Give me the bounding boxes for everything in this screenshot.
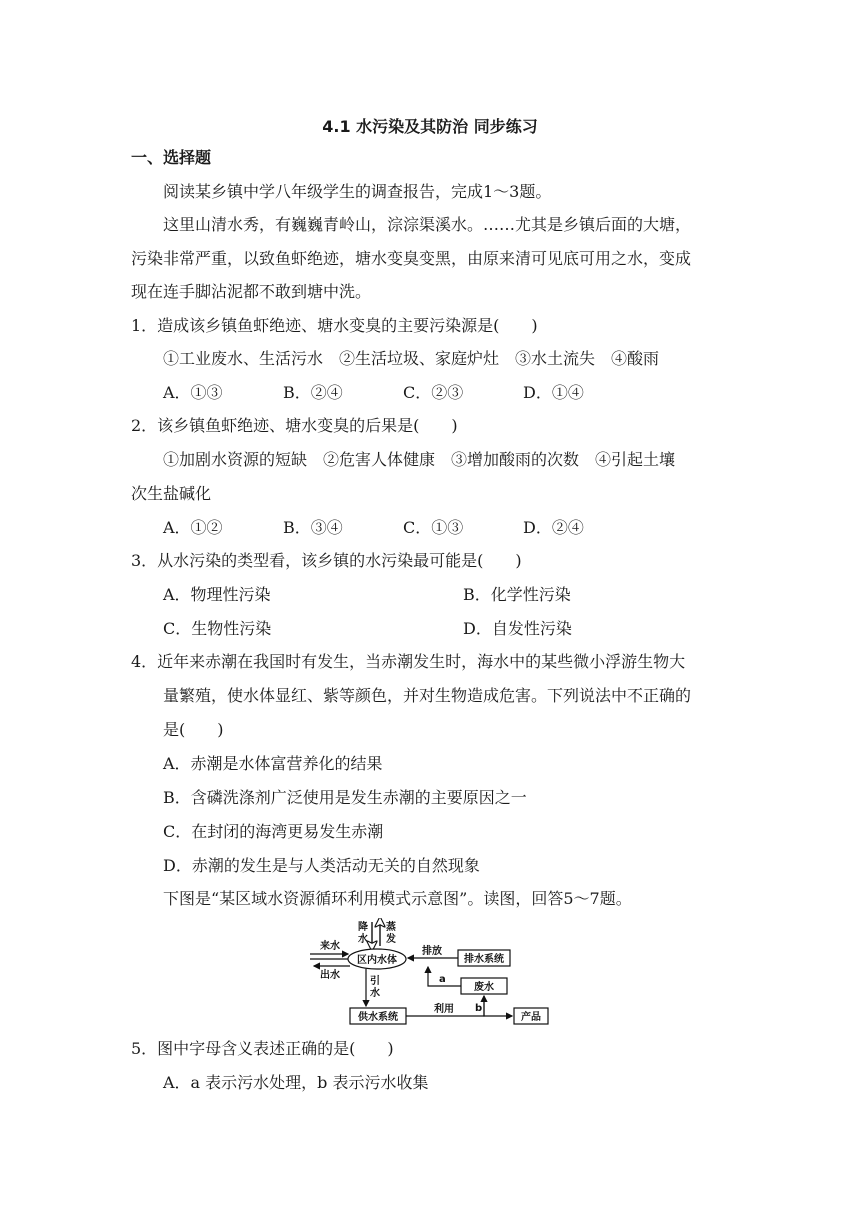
question-3-stem: 3．从水污染的类型看，该乡镇的水污染最可能是( ) [131,551,522,570]
discharge-label: 排放 [422,946,442,957]
drainage-system-label: 排水系统 [464,954,504,965]
question-4-option-b: B．含磷洗涤剂广泛使用是发生赤潮的主要原因之一 [163,788,527,807]
question-3-option-b: B．化学性污染 [463,585,571,604]
question-1-items: ①工业废水、生活污水 ②生活垃圾、家庭炉灶 ③水土流失 ④酸雨 [163,349,660,368]
page-title: 4.1 水污染及其防治 同步练习 [322,117,538,136]
question-4-stem-line-3: 是( ) [163,720,224,739]
wastewater-label: 废水 [474,982,494,993]
passage-line-2: 污染非常严重，以致鱼虾绝迹，塘水变臭变黑，由原来清可见底可用之水，变成 [131,249,692,268]
question-2-option-b: B．③④ [283,518,343,537]
water-supply-system-label: 供水系统 [358,1012,398,1023]
evaporation-label-2: 发 [386,934,396,945]
precipitation-label-2: 水 [358,934,368,945]
question-4-stem-line-2: 量繁殖，使水体显红、紫等颜色，并对生物造成危害。下列说法中不正确的 [163,686,692,705]
water-cycle-diagram [306,918,551,1026]
inflow-label: 来水 [320,941,340,952]
question-4-option-d: D．赤潮的发生是与人类活动无关的自然现象 [163,856,480,875]
path-a-label: a [439,974,446,985]
question-1-option-b: B．②④ [283,383,343,402]
question-2-option-a: A．①② [163,518,223,537]
outflow-label: 出水 [320,970,340,981]
question-5-option-a: A．a 表示污水处理，b 表示污水收集 [163,1073,429,1092]
diagram-intro: 下图是“某区域水资源循环利用模式示意图”。读图，回答5～7题。 [163,889,632,908]
passage-line-1: 这里山清水秀，有巍巍青岭山，淙淙渠溪水。……尤其是乡镇后面的大塘， [163,215,692,234]
question-3-option-c: C．生物性污染 [163,619,272,638]
question-2-option-c: C．①③ [403,518,464,537]
question-5-stem: 5．图中字母含义表述正确的是( ) [131,1039,394,1058]
regional-water-body-label: 区内水体 [357,955,397,966]
utilization-label: 利用 [434,1004,454,1015]
question-2-stem: 2．该乡镇鱼虾绝迹、塘水变臭的后果是( ) [131,416,458,435]
question-1-option-c: C．②③ [403,383,464,402]
passage-line-3: 现在连手脚沾泥都不敢到塘中洗。 [131,282,372,301]
section-heading: 一、选择题 [131,148,212,167]
question-2-items-line-2: 次生盐碱化 [131,484,212,503]
question-1-stem: 1．造成该乡镇鱼虾绝迹、塘水变臭的主要污染源是( ) [131,316,538,335]
question-2-items-line-1: ①加剧水资源的短缺 ②危害人体健康 ③增加酸雨的次数 ④引起土壤 [163,450,676,469]
question-2-option-d: D．②④ [523,518,584,537]
precipitation-label-1: 降 [358,922,368,933]
product-label: 产品 [521,1012,541,1023]
path-b-label: b [475,1003,483,1014]
question-1-option-d: D．①④ [523,383,584,402]
question-4-option-a: A．赤潮是水体富营养化的结果 [163,754,383,773]
reading-intro: 阅读某乡镇中学八年级学生的调查报告，完成1～3题。 [163,182,552,201]
question-4-stem-line-1: 4．近年来赤潮在我国时有发生，当赤潮发生时，海水中的某些微小浮游生物大 [131,652,686,671]
question-3-option-a: A．物理性污染 [163,585,271,604]
question-1-option-a: A．①③ [163,383,223,402]
question-4-option-c: C．在封闭的海湾更易发生赤潮 [163,822,384,841]
evaporation-label-1: 蒸 [386,922,396,933]
water-intake-label-2: 水 [370,988,380,999]
question-3-option-d: D．自发性污染 [463,619,572,638]
product-arrow [484,996,512,1016]
water-intake-label-1: 引 [370,976,380,987]
